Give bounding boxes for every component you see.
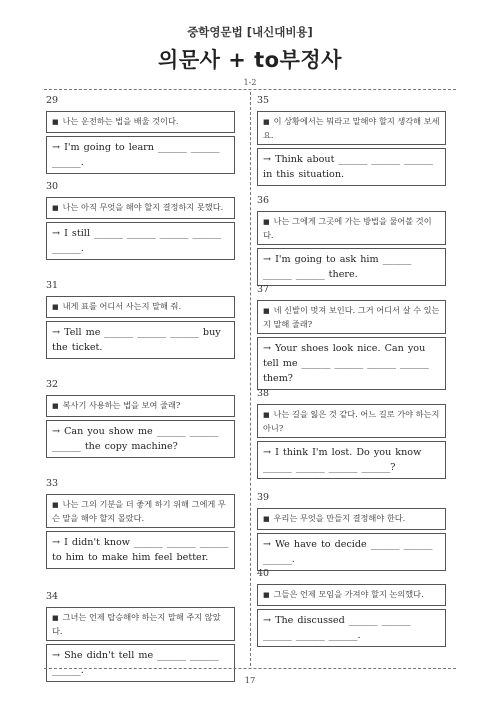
english-answer-box — [257, 533, 446, 571]
bullet-icon: ■ — [263, 515, 270, 523]
page-number: 17 — [244, 676, 256, 686]
bullet-icon: ■ — [263, 307, 270, 315]
korean-prompt: 나는 아직 무엇을 해야 할지 결정하지 못했다. — [62, 202, 224, 212]
bullet-icon: ■ — [52, 303, 59, 311]
korean-prompt: 복사기 사용하는 법을 보여 줄래? — [62, 400, 181, 410]
english-answer-box — [46, 321, 235, 359]
english-sentence: → Think about ______ ______ ______ in this situation. — [263, 154, 433, 180]
korean-prompt-box — [46, 111, 235, 133]
korean-prompt-box — [46, 607, 235, 641]
english-sentence: → Tell me ______ ______ ______ buy the ticket. — [52, 326, 221, 353]
problem-number: 39 — [257, 492, 270, 503]
top-divider — [44, 89, 456, 90]
korean-prompt-box — [257, 584, 446, 606]
english-sentence: → The discussed ______ ______ ______ ______ ______. — [263, 614, 411, 641]
page-title: 의문사 + to부정사 — [158, 48, 342, 72]
problem-number: 35 — [257, 95, 270, 106]
problem-29 — [46, 94, 235, 174]
korean-prompt-box — [257, 111, 446, 145]
problem-number: 36 — [257, 195, 270, 206]
english-sentence: → Can you show me ______ ______ ______ the copy machine? — [52, 425, 219, 452]
english-answer-box — [46, 531, 235, 569]
problem-number: 29 — [46, 95, 59, 106]
korean-prompt-box — [257, 404, 446, 438]
problem-37 — [257, 283, 446, 390]
english-sentence: → I still ______ ______ ______ ______ ______. — [52, 227, 222, 254]
english-answer-box — [257, 248, 446, 286]
korean-prompt: 그녀는 언제 탑승해야 하는지 말해 주지 않았다. — [52, 612, 221, 636]
english-answer-box — [257, 148, 446, 186]
english-answer-box — [257, 337, 446, 390]
problem-39 — [257, 491, 446, 571]
korean-prompt: 나는 운전하는 법을 배울 것이다. — [62, 116, 179, 126]
korean-prompt: 내게 표를 어디서 사는지 말해 줘. — [62, 301, 182, 311]
problem-number: 37 — [257, 284, 270, 295]
problem-38 — [257, 387, 446, 479]
problem-number: 40 — [257, 568, 270, 579]
korean-prompt: 그들은 언제 모임을 가져야 할지 논의했다. — [273, 589, 424, 599]
korean-prompt-box — [46, 494, 235, 528]
problem-32 — [46, 378, 235, 458]
problem-33 — [46, 477, 235, 569]
english-answer-box — [46, 420, 235, 458]
korean-prompt-box — [257, 211, 446, 245]
english-answer-box — [46, 222, 235, 260]
problem-number: 33 — [46, 478, 59, 489]
english-answer-box — [46, 136, 235, 174]
bullet-icon: ■ — [52, 204, 59, 212]
problem-40 — [257, 567, 446, 647]
korean-prompt: 우리는 무엇을 만들지 결정해야 한다. — [273, 513, 406, 523]
bullet-icon: ■ — [263, 591, 270, 599]
problem-30 — [46, 180, 235, 260]
korean-prompt: 나는 그에게 그곳에 가는 방법을 물어볼 것이다. — [263, 216, 432, 240]
korean-prompt: 이 상황에서는 뭐라고 말해야 할지 생각해 보세요. — [263, 116, 440, 140]
book-subtitle: 중학영문법 [내신대비용] — [187, 25, 313, 39]
column-divider — [250, 92, 251, 666]
bullet-icon: ■ — [263, 218, 270, 226]
english-answer-box — [257, 609, 446, 647]
english-sentence: → I didn't know ______ ______ ______ to him to make him feel better. — [52, 537, 229, 563]
english-sentence: → I'm going to ask him ______ ______ ______ there. — [263, 254, 412, 280]
english-sentence: → Your shoes look nice. Can you tell me ______ ______ ______ ______ them? — [263, 343, 429, 384]
korean-prompt-box — [46, 395, 235, 417]
bullet-icon: ■ — [52, 501, 59, 509]
english-sentence: → I think I'm lost. Do you know ______ ______ ______ ______? — [263, 447, 422, 473]
problem-number: 30 — [46, 181, 59, 192]
bullet-icon: ■ — [263, 118, 270, 126]
korean-prompt: 나는 길을 잃은 것 같다. 어느 길로 가야 하는지 아니? — [263, 409, 440, 433]
korean-prompt-box — [46, 197, 235, 219]
problem-36 — [257, 194, 446, 286]
problem-number: 31 — [46, 280, 59, 291]
english-sentence: → We have to decide ______ ______ ______. — [263, 538, 433, 565]
bottom-divider — [44, 668, 456, 669]
problem-31 — [46, 279, 235, 359]
korean-prompt-box — [46, 296, 235, 318]
problem-number: 34 — [46, 591, 59, 602]
bullet-icon: ■ — [52, 614, 59, 622]
problem-35 — [257, 94, 446, 186]
section-number: 1-2 — [243, 78, 257, 87]
problem-number: 32 — [46, 379, 59, 390]
korean-prompt-box — [257, 508, 446, 530]
bullet-icon: ■ — [52, 402, 59, 410]
bullet-icon: ■ — [52, 118, 59, 126]
english-answer-box — [257, 441, 446, 479]
korean-prompt-box — [257, 300, 446, 334]
english-sentence: → She didn't tell me ______ ______ ______. — [52, 650, 219, 676]
korean-prompt: 나는 그의 기분을 더 좋게 하기 위해 그에게 무슨 말을 해야 할지 몰랐다. — [52, 499, 226, 523]
problem-number: 38 — [257, 388, 270, 399]
bullet-icon: ■ — [263, 411, 270, 419]
english-sentence: → I'm going to learn ______ ______ ______. — [52, 141, 220, 168]
korean-prompt: 네 신발이 멋져 보인다. 그거 어디서 살 수 있는지 말해 줄래? — [263, 305, 440, 329]
